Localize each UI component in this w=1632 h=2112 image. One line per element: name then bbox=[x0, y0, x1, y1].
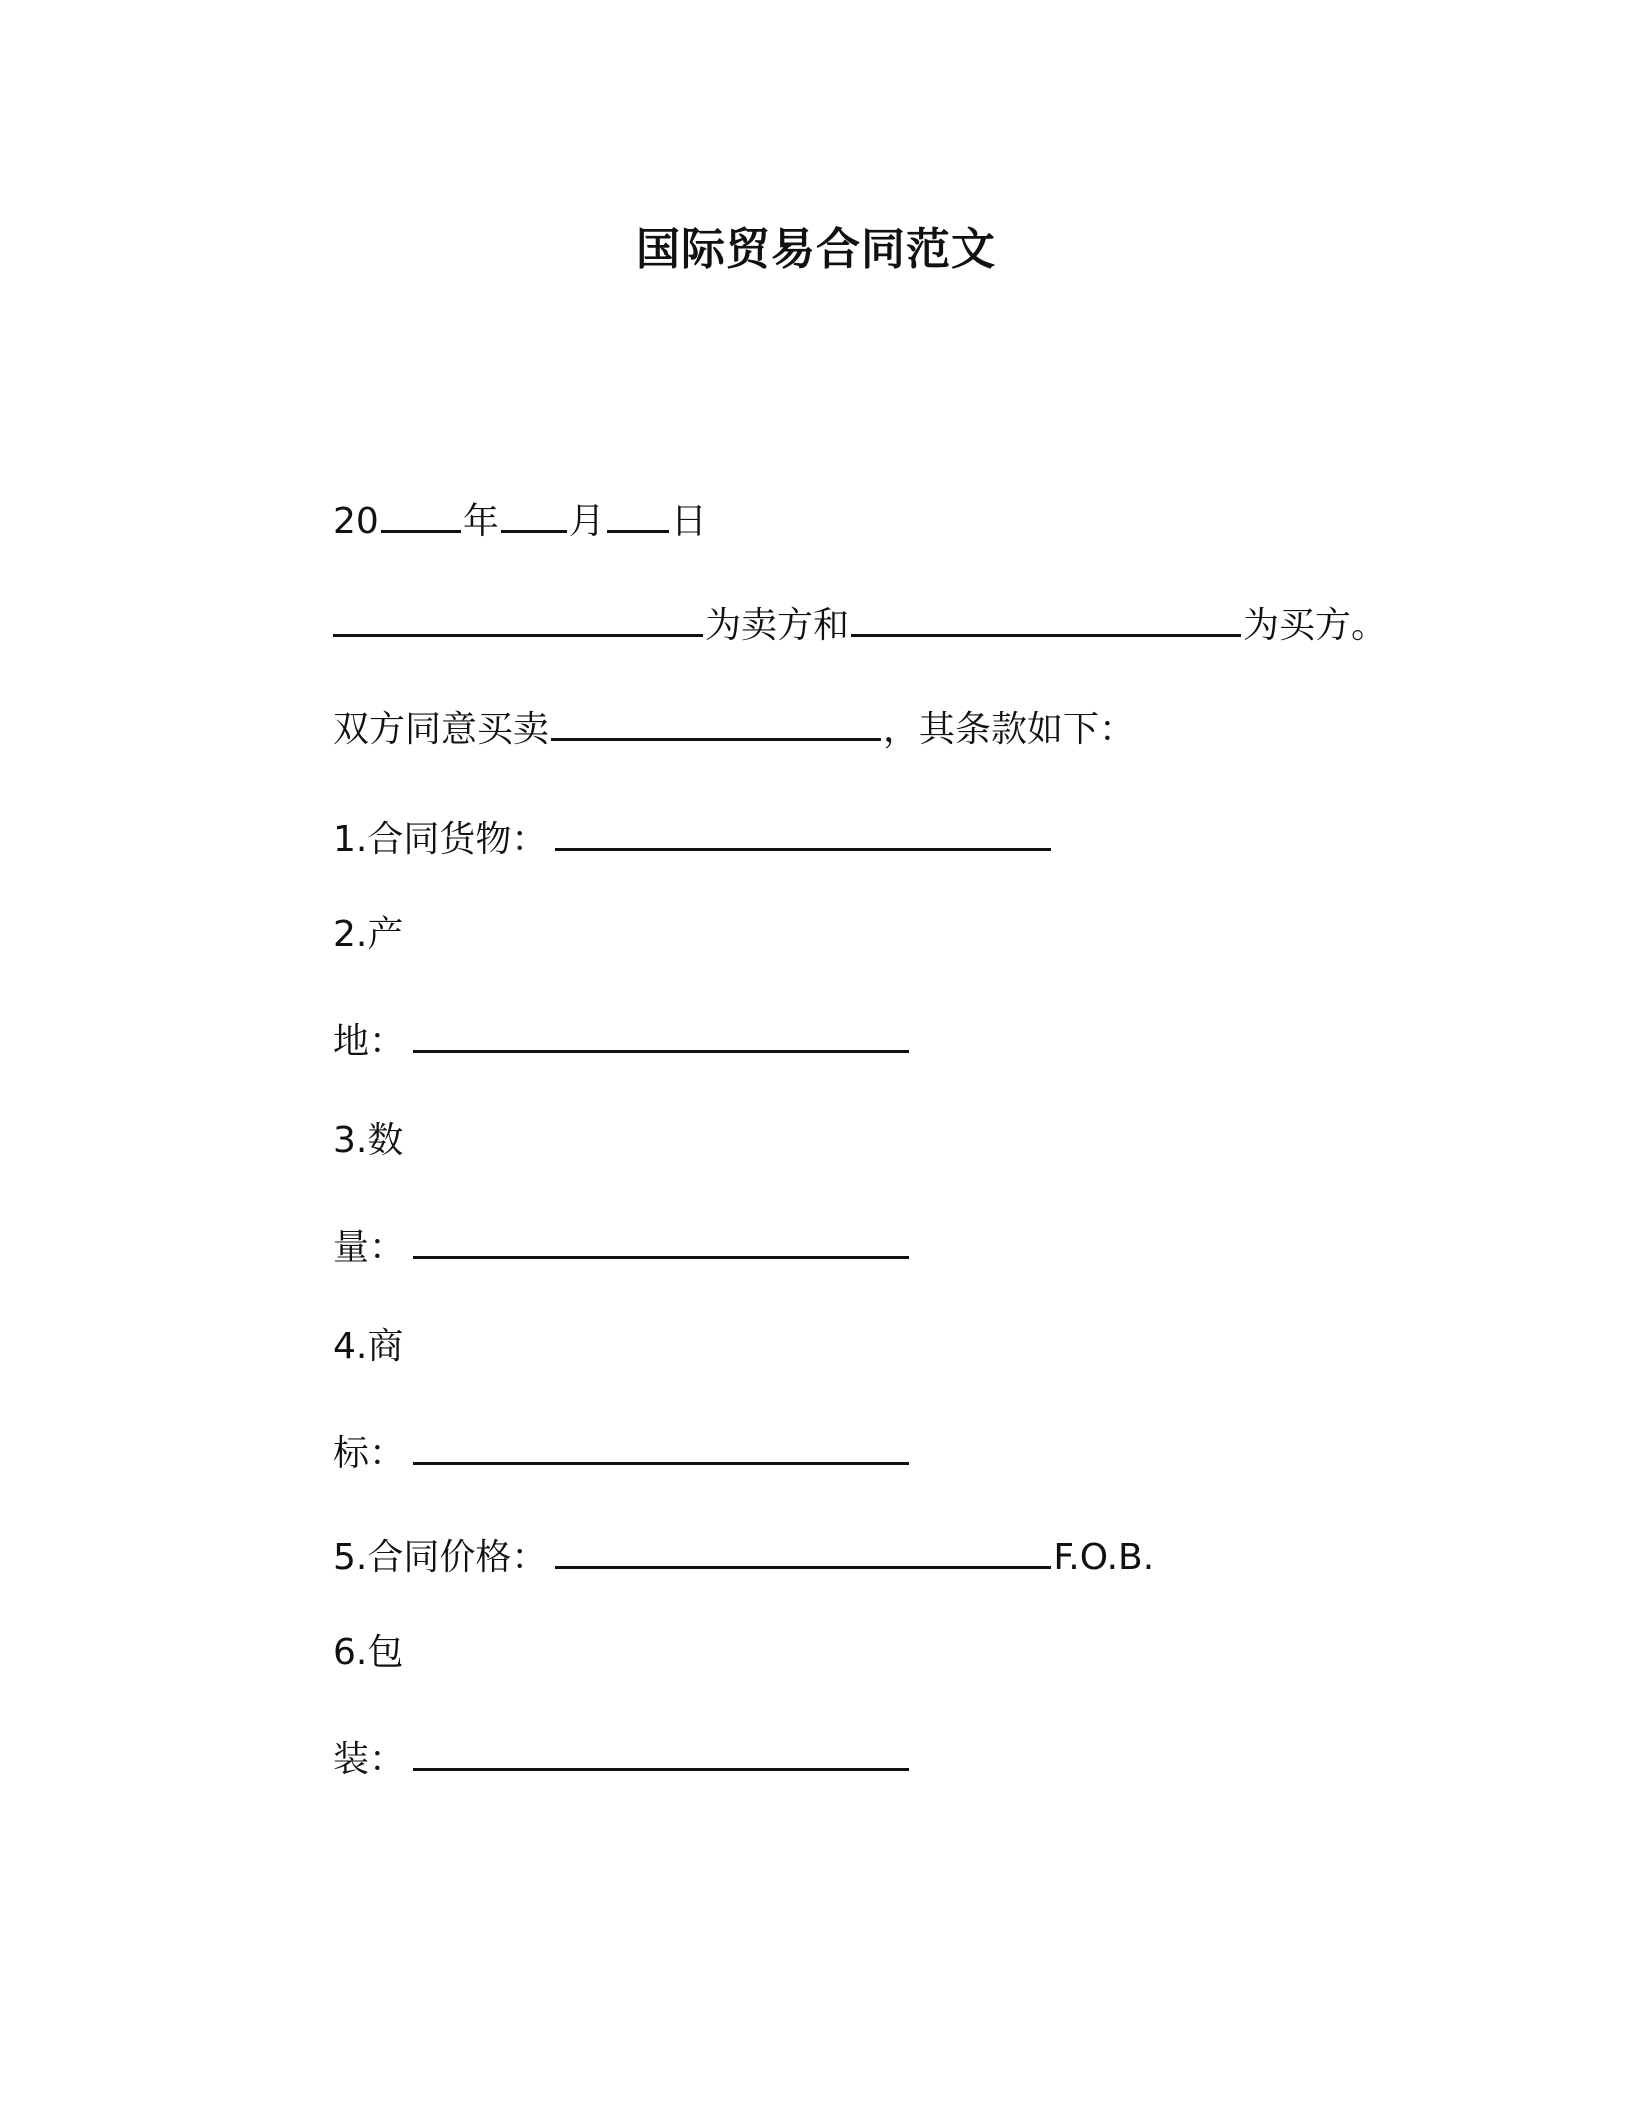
seller-label: 为卖方和 bbox=[705, 605, 850, 646]
clause-price-blank[interactable] bbox=[555, 1532, 1051, 1569]
document-title: 国际贸易合同范文 bbox=[636, 224, 996, 275]
agreement-suffix: ，其条款如下： bbox=[883, 709, 1136, 750]
year-prefix: 20 bbox=[333, 501, 379, 542]
clause-origin-blank[interactable] bbox=[413, 1016, 909, 1053]
month-blank[interactable] bbox=[501, 496, 567, 533]
day-label: 日 bbox=[670, 501, 707, 542]
clause-trademark-label-2: 标： bbox=[333, 1433, 406, 1474]
clause-price-suffix: F.O.B. bbox=[1053, 1537, 1155, 1578]
clause-trademark-label-1: 4.商 bbox=[333, 1326, 404, 1367]
seller-blank[interactable] bbox=[333, 600, 703, 637]
agreement-prefix: 双方同意买卖 bbox=[333, 709, 550, 750]
parties-line bbox=[333, 600, 1387, 649]
clause-packing bbox=[333, 1734, 911, 1783]
clause-goods-blank[interactable] bbox=[555, 814, 1051, 851]
clause-goods bbox=[333, 814, 1053, 863]
year-blank[interactable] bbox=[381, 496, 461, 533]
agreement-line bbox=[333, 704, 1135, 753]
clause-packing-blank[interactable] bbox=[413, 1734, 909, 1771]
clause-origin-label-1: 2.产 bbox=[333, 914, 404, 955]
goods-blank[interactable] bbox=[551, 704, 881, 741]
clause-packing-label-1: 6.包 bbox=[333, 1632, 404, 1673]
clause-quantity-label-1: 3.数 bbox=[333, 1120, 404, 1161]
clause-packing-label-2: 装： bbox=[333, 1739, 406, 1780]
buyer-label: 为买方。 bbox=[1243, 605, 1388, 646]
clause-price bbox=[333, 1532, 1154, 1581]
date-line bbox=[333, 496, 707, 545]
year-label: 年 bbox=[462, 501, 499, 542]
clause-origin-label-2: 地： bbox=[333, 1021, 406, 1062]
clause-goods-label: 1.合同货物： bbox=[333, 819, 548, 860]
buyer-blank[interactable] bbox=[851, 600, 1241, 637]
clause-trademark bbox=[333, 1428, 911, 1477]
clause-quantity-blank[interactable] bbox=[413, 1222, 909, 1259]
day-blank[interactable] bbox=[607, 496, 669, 533]
clause-quantity-label-2: 量： bbox=[333, 1227, 406, 1268]
month-label: 月 bbox=[568, 501, 605, 542]
clause-origin bbox=[333, 1016, 911, 1065]
clause-trademark-blank[interactable] bbox=[413, 1428, 909, 1465]
clause-price-label: 5.合同价格： bbox=[333, 1537, 548, 1578]
clause-quantity bbox=[333, 1222, 911, 1271]
